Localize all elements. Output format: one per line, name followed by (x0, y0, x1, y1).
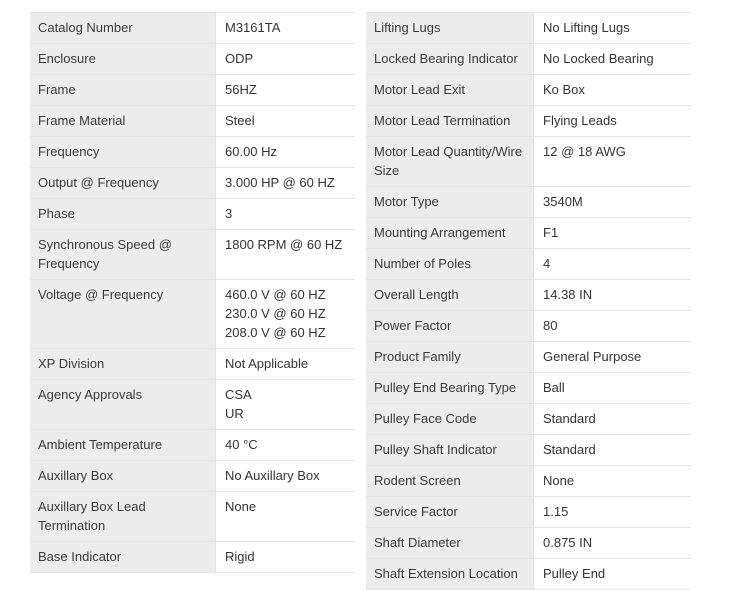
spec-value-line: 230.0 V @ 60 HZ (225, 306, 326, 321)
spec-label: Output @ Frequency (30, 168, 215, 198)
spec-label: Mounting Arrangement (366, 218, 533, 248)
spec-value (533, 218, 691, 248)
spec-row-power-factor (366, 311, 691, 342)
spec-row-frequency (30, 137, 355, 168)
spec-value-line: General Purpose (543, 349, 642, 364)
spec-value (215, 280, 355, 348)
spec-label: Ambient Temperature (30, 430, 215, 460)
spec-row-auxillary-box-lead-termination (30, 492, 355, 542)
spec-value-line: 208.0 V @ 60 HZ (225, 325, 326, 340)
spec-value-line: None (543, 473, 575, 488)
spec-row-frame-material (30, 106, 355, 137)
spec-value-line: 14.38 IN (543, 287, 593, 302)
spec-value (533, 466, 691, 496)
spec-label: Pulley Face Code (366, 404, 533, 434)
spec-label: Product Family (366, 342, 533, 372)
spec-value-line: 1800 RPM @ 60 HZ (225, 237, 343, 252)
spec-value-line: F1 (543, 225, 559, 240)
spec-row-pulley-face-code (366, 404, 691, 435)
spec-label: Auxillary Box (30, 461, 215, 491)
spec-value (215, 75, 355, 105)
spec-row-auxillary-box (30, 461, 355, 492)
spec-row-xp-division (30, 349, 355, 380)
spec-label: Phase (30, 199, 215, 229)
spec-value-line: 0.875 IN (543, 535, 593, 550)
spec-value (533, 75, 691, 105)
spec-value (533, 13, 691, 43)
spec-row-enclosure (30, 44, 355, 75)
spec-value (533, 187, 691, 217)
spec-value-line: 3 (225, 206, 233, 221)
spec-value-line: Ko Box (543, 82, 585, 97)
spec-row-catalog-number (30, 13, 355, 44)
spec-value-line: 1.15 (543, 504, 569, 519)
spec-value-line: Pulley End (543, 566, 606, 581)
spec-value-line: M3161TA (225, 20, 281, 35)
spec-value (533, 342, 691, 372)
spec-value-line: Steel (225, 113, 255, 128)
spec-label: Power Factor (366, 311, 533, 341)
spec-row-lifting-lugs (366, 13, 691, 44)
spec-value-line: Flying Leads (543, 113, 617, 128)
spec-label: Synchronous Speed @ Frequency (30, 230, 215, 279)
spec-label: Frame Material (30, 106, 215, 136)
spec-value (215, 199, 355, 229)
spec-label: Shaft Diameter (366, 528, 533, 558)
spec-value-line: 56HZ (225, 82, 257, 97)
spec-value-line: ODP (225, 51, 254, 66)
spec-value-line: No Locked Bearing (543, 51, 654, 66)
spec-row-voltage-frequency (30, 280, 355, 349)
spec-value-line: 460.0 V @ 60 HZ (225, 287, 326, 302)
spec-label: Motor Lead Termination (366, 106, 533, 136)
spec-value-line: 12 @ 18 AWG (543, 144, 626, 159)
spec-value (215, 380, 355, 429)
spec-value (533, 44, 691, 74)
spec-value (215, 44, 355, 74)
spec-row-rodent-screen (366, 466, 691, 497)
spec-label: Lifting Lugs (366, 13, 533, 43)
spec-label: Service Factor (366, 497, 533, 527)
spec-row-pulley-end-bearing-type (366, 373, 691, 404)
spec-value (533, 249, 691, 279)
spec-row-motor-type (366, 187, 691, 218)
spec-row-motor-lead-quantity-wire-size (366, 137, 691, 187)
spec-value-line: Ball (543, 380, 565, 395)
spec-label: Agency Approvals (30, 380, 215, 429)
spec-value-line: Rigid (225, 549, 255, 564)
spec-label: Auxillary Box Lead Termination (30, 492, 215, 541)
spec-value-line: 3.000 HP @ 60 HZ (225, 175, 335, 190)
spec-value-line: 3540M (543, 194, 583, 209)
spec-value (533, 435, 691, 465)
spec-value-line: 60.00 Hz (225, 144, 278, 159)
spec-value (533, 404, 691, 434)
spec-label: Frequency (30, 137, 215, 167)
spec-label: Locked Bearing Indicator (366, 44, 533, 74)
spec-value (215, 430, 355, 460)
spec-row-motor-lead-termination (366, 106, 691, 137)
spec-value (533, 137, 691, 186)
spec-value (215, 13, 355, 43)
spec-row-output-frequency (30, 168, 355, 199)
spec-value-line: No Lifting Lugs (543, 20, 630, 35)
spec-value-line: Standard (543, 442, 596, 457)
spec-value (533, 373, 691, 403)
spec-row-base-indicator (30, 542, 355, 573)
spec-value-line: None (225, 499, 257, 514)
spec-table-right (366, 12, 691, 590)
spec-value (215, 230, 355, 279)
spec-row-phase (30, 199, 355, 230)
spec-row-locked-bearing-indicator (366, 44, 691, 75)
spec-label: Overall Length (366, 280, 533, 310)
spec-label: Pulley Shaft Indicator (366, 435, 533, 465)
spec-value (215, 349, 355, 379)
spec-row-number-of-poles (366, 249, 691, 280)
spec-row-pulley-shaft-indicator (366, 435, 691, 466)
spec-value (533, 106, 691, 136)
spec-row-frame (30, 75, 355, 106)
spec-label: Rodent Screen (366, 466, 533, 496)
spec-row-product-family (366, 342, 691, 373)
spec-row-motor-lead-exit (366, 75, 691, 106)
spec-label: Base Indicator (30, 542, 215, 572)
spec-label: Motor Type (366, 187, 533, 217)
spec-label: Enclosure (30, 44, 215, 74)
spec-label: Number of Poles (366, 249, 533, 279)
spec-value-line: No Auxillary Box (225, 468, 320, 483)
spec-value (215, 492, 355, 541)
spec-value-line: 4 (543, 256, 551, 271)
spec-table-left (30, 12, 355, 573)
spec-row-overall-length (366, 280, 691, 311)
spec-label: Frame (30, 75, 215, 105)
spec-value-line: 80 (543, 318, 558, 333)
spec-value (215, 542, 355, 572)
spec-value (533, 497, 691, 527)
spec-value-line: CSA (225, 387, 252, 402)
spec-value-line: 40 °C (225, 437, 258, 452)
spec-label: Catalog Number (30, 13, 215, 43)
spec-row-mounting-arrangement (366, 218, 691, 249)
spec-label: Pulley End Bearing Type (366, 373, 533, 403)
spec-label: Voltage @ Frequency (30, 280, 215, 348)
spec-label: Motor Lead Quantity/Wire Size (366, 137, 533, 186)
spec-value-line: UR (225, 406, 244, 421)
spec-label: XP Division (30, 349, 215, 379)
spec-value (215, 461, 355, 491)
spec-value (215, 106, 355, 136)
spec-value-line: Not Applicable (225, 356, 309, 371)
spec-value (215, 137, 355, 167)
spec-row-agency-approvals (30, 380, 355, 430)
spec-row-ambient-temperature (30, 430, 355, 461)
spec-value (533, 311, 691, 341)
spec-value (533, 559, 691, 589)
spec-label: Shaft Extension Location (366, 559, 533, 589)
spec-row-shaft-extension-location (366, 559, 691, 590)
spec-label: Motor Lead Exit (366, 75, 533, 105)
spec-row-service-factor (366, 497, 691, 528)
spec-value (215, 168, 355, 198)
spec-row-synchronous-speed-frequency (30, 230, 355, 280)
spec-value-line: Standard (543, 411, 596, 426)
spec-value (533, 280, 691, 310)
